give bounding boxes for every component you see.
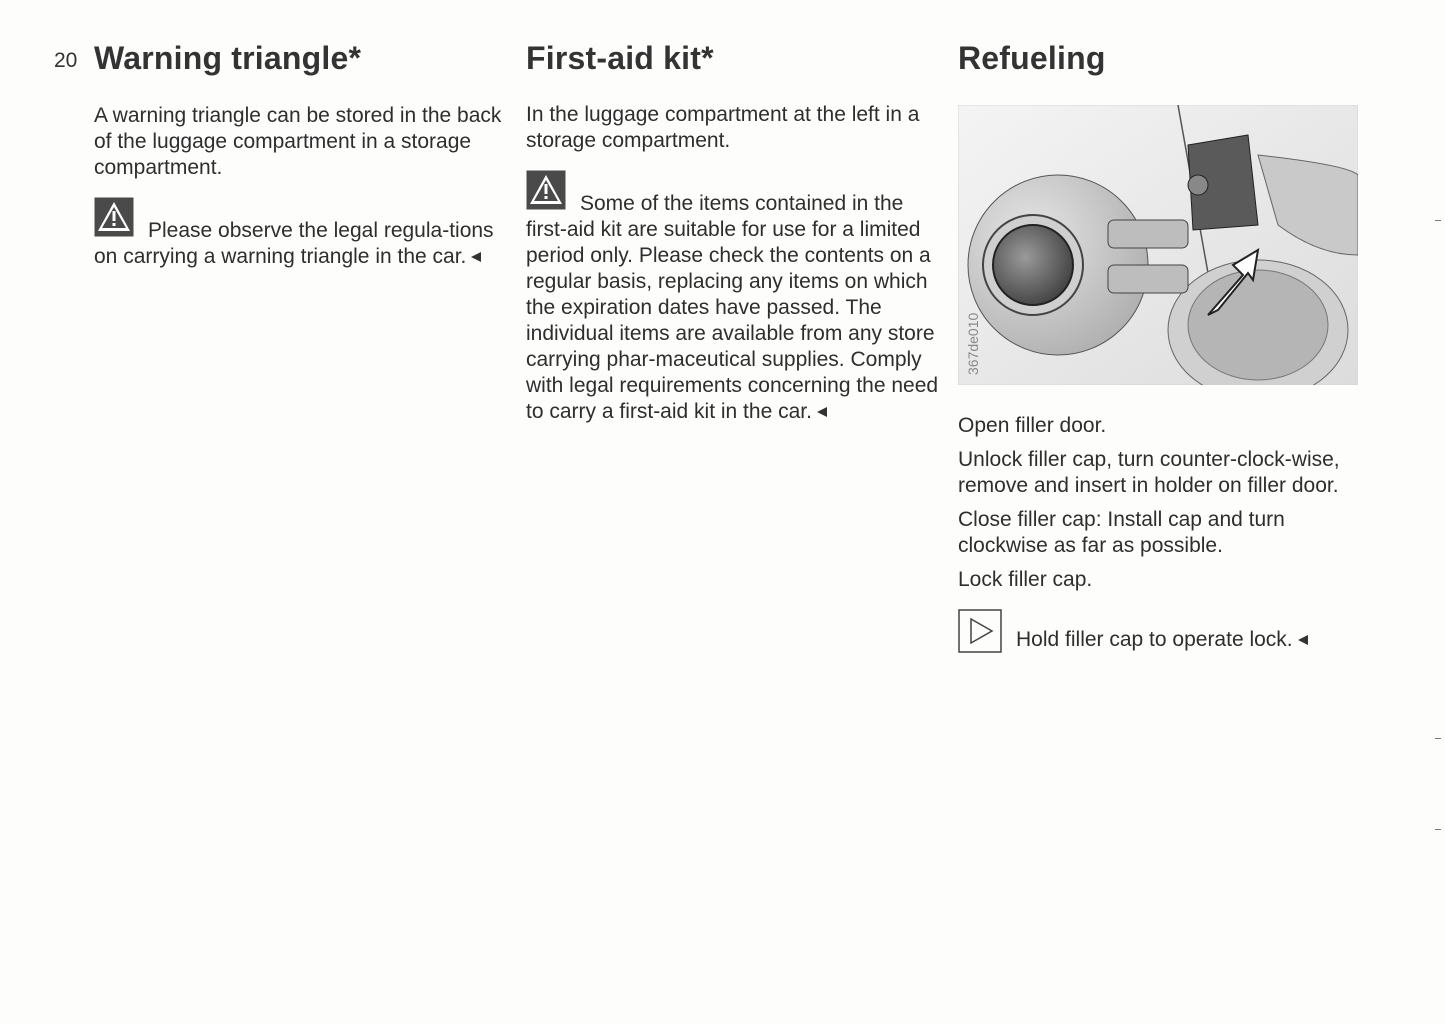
refueling-step: Lock filler cap. (958, 568, 1093, 591)
warning-triangle-caution-text: Please observe the legal regula-tions on carrying a warning triangle in the car. (94, 219, 494, 268)
end-marker-icon (470, 251, 482, 263)
refueling-note-text: Hold filler cap to operate lock. (1016, 628, 1293, 651)
refueling-step: Close filler cap: Install cap and turn clockwise as far as possible. (958, 508, 1285, 557)
warning-triangle-caution (94, 197, 504, 270)
play-arrow-icon (958, 609, 1002, 653)
warning-triangle-section (94, 38, 504, 270)
first-aid-kit-caution (526, 170, 944, 425)
refueling-title: Refueling (958, 40, 1106, 76)
warning-triangle-intro: A warning triangle can be stored in the back of the luggage compartment in a storage compartment. (94, 104, 502, 179)
warning-triangle-icon (526, 170, 566, 210)
first-aid-kit-section (526, 38, 944, 425)
page-number: 20 (54, 49, 78, 72)
refueling-step: Open filler door. (958, 414, 1107, 437)
first-aid-kit-intro: In the luggage compartment at the left in a storage compartment. (526, 103, 920, 152)
end-marker-icon (1297, 634, 1309, 646)
end-marker-icon (816, 406, 828, 418)
warning-triangle-icon (94, 197, 134, 237)
figure-code: 367de010 (965, 312, 981, 375)
refueling-step: Unlock filler cap, turn counter-clock-wise, remove and insert in holder on filler door. (958, 448, 1340, 497)
fuel-filler-illustration (958, 105, 1358, 385)
first-aid-kit-caution-text: Some of the items contained in the first-aid kit are suitable for use for a limited period only. Please check the contents on a regular basis, replacing any items on which the expiration dates have passed. The individual items are available from any store carrying phar-maceutical supplies. Comply with legal requirements concerning the need to carry a first-aid kit in the car. (526, 192, 939, 423)
first-aid-kit-title: First-aid kit* (526, 40, 714, 76)
warning-triangle-title: Warning triangle* (94, 40, 362, 76)
refueling-note (958, 609, 1358, 657)
refueling-section (958, 38, 1358, 657)
